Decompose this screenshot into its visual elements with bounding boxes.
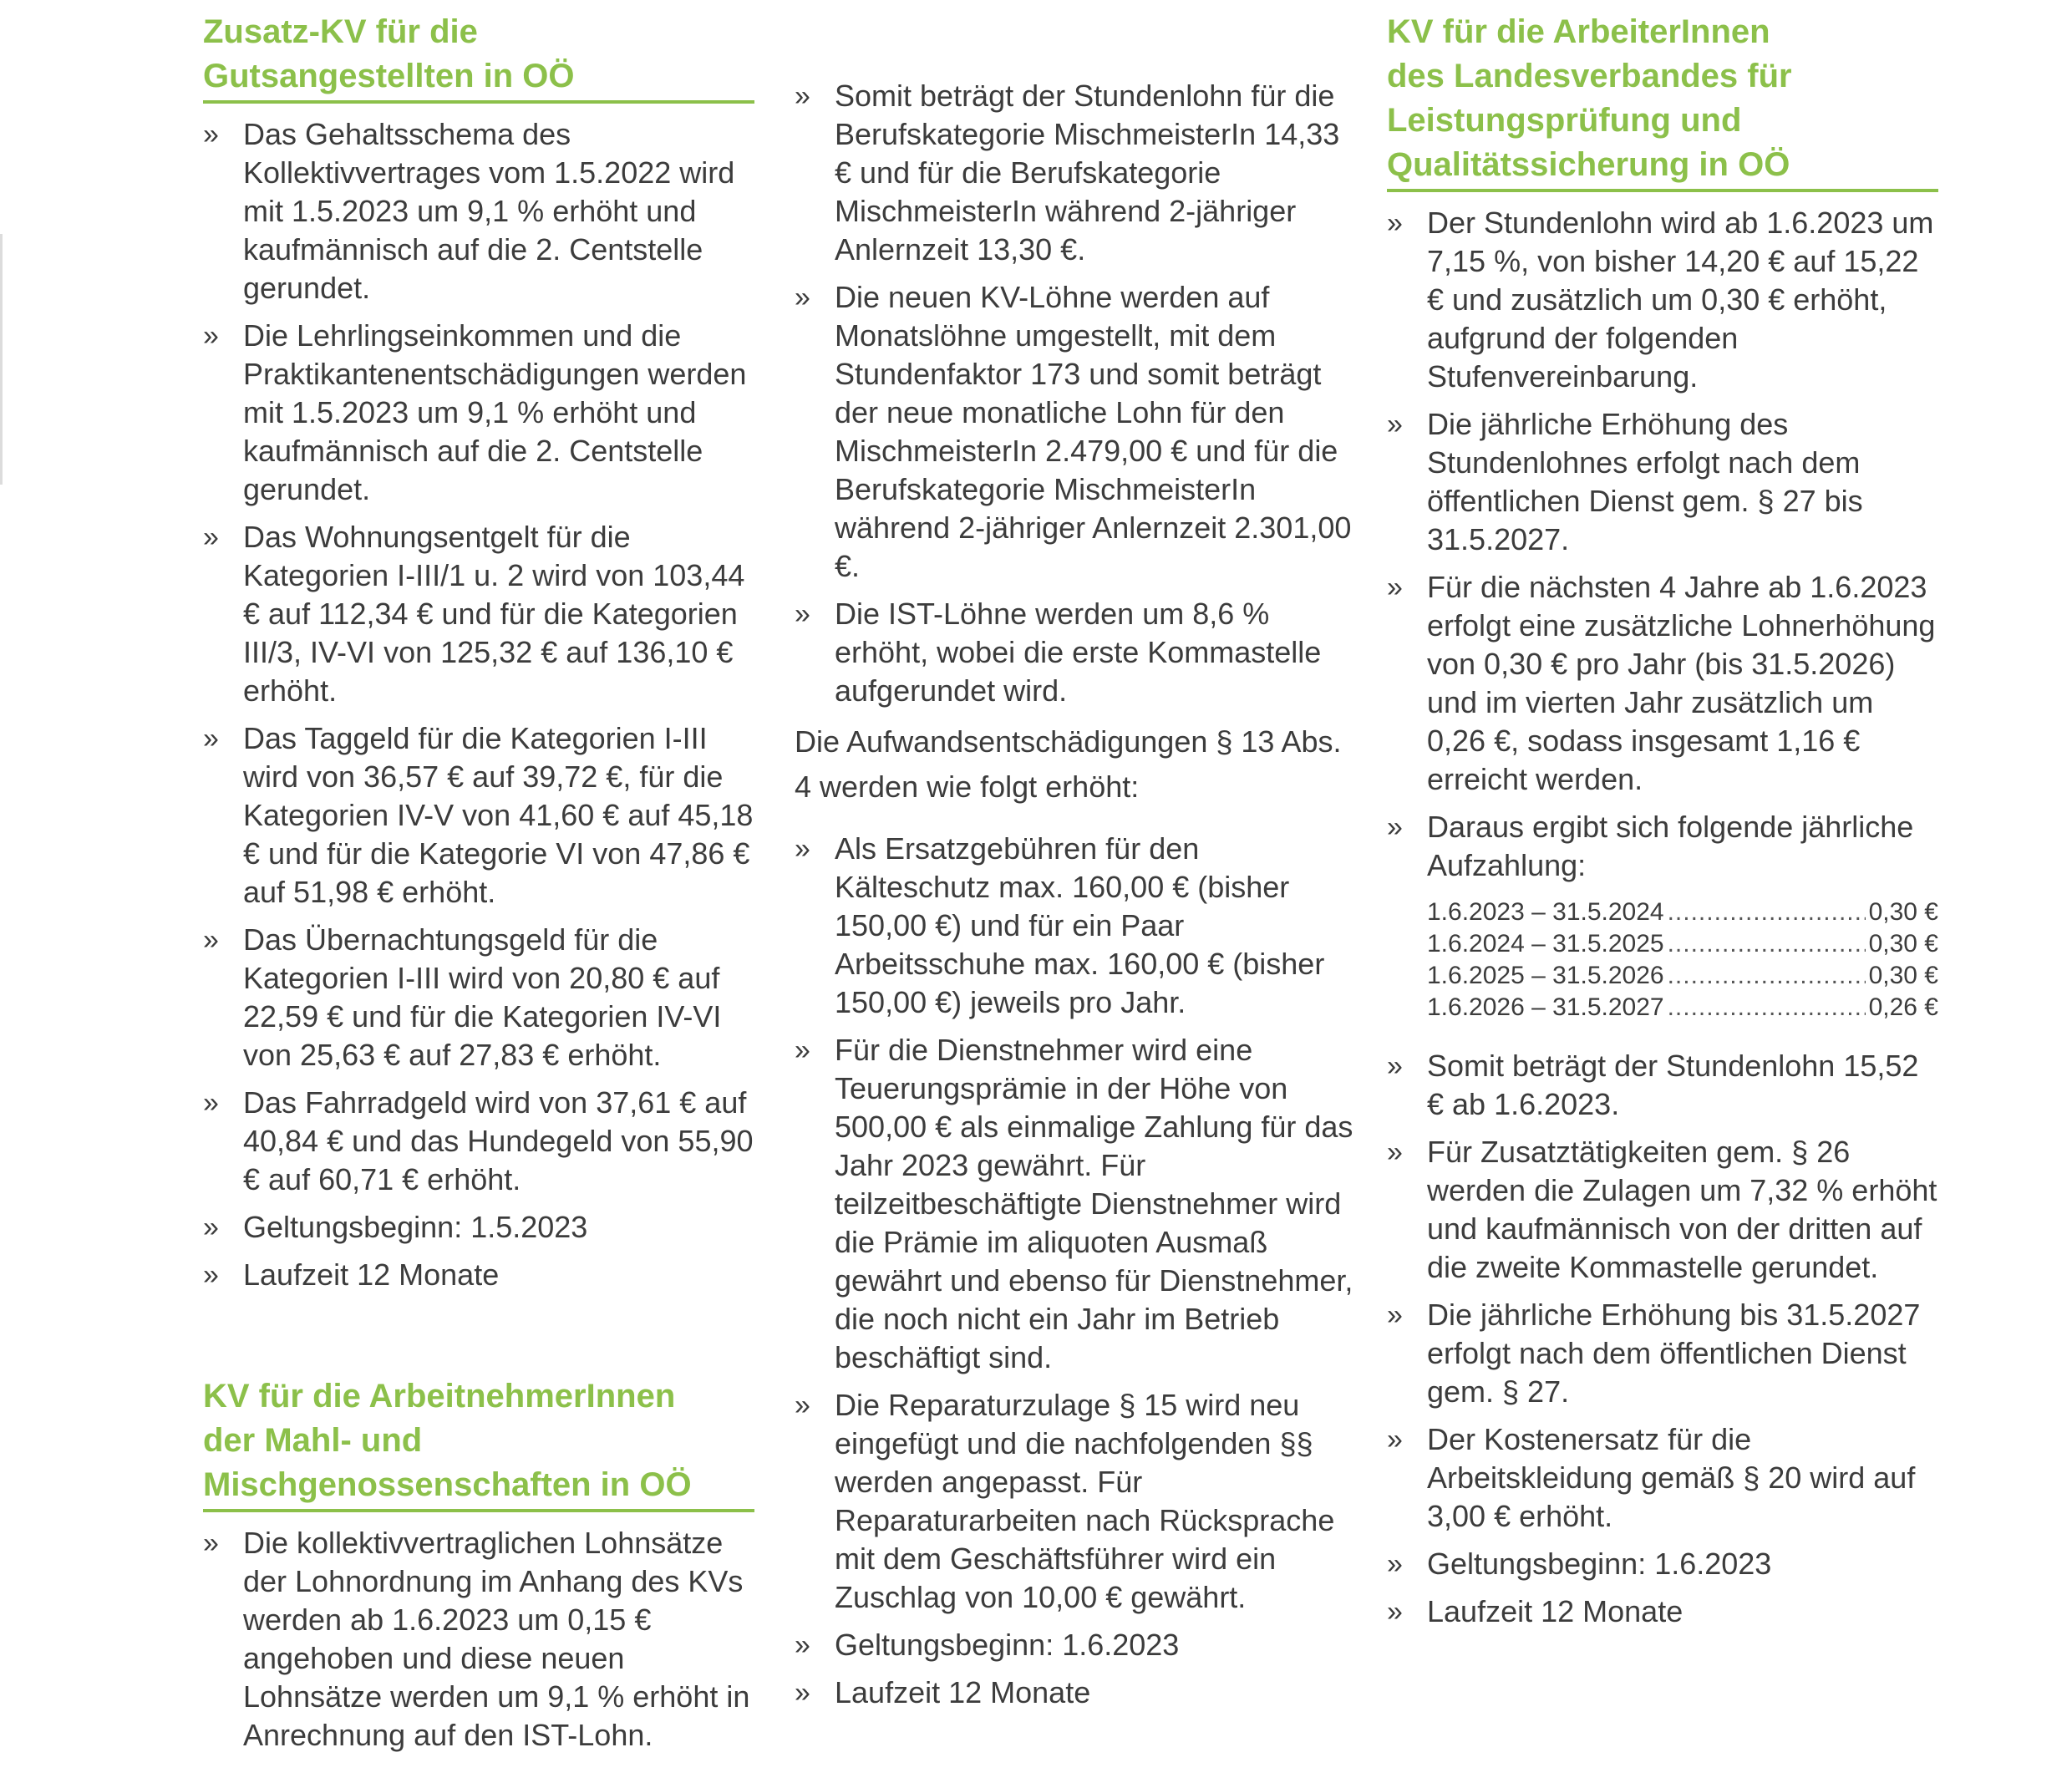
list-item: » Für die nächsten 4 Jahre ab 1.6.2023 erfolgt eine zusätzliche Lohnerhöhung von 0,30 € pro Jahr (bis 31.5.2026) und im vierten Jahr zusätzlich um 0,26 €, sodass insgesamt 1,16 € erreicht werden.	[1387, 570, 1936, 796]
list-item: » Geltungsbeginn: 1.5.2023	[203, 1210, 588, 1244]
bullet-list-mahl-misch	[203, 1524, 754, 1755]
column-middle	[795, 0, 1354, 1721]
list-item: » Das Taggeld für die Kategorien I-III wird von 36,57 € auf 39,72 €, für die Kategorien IV-V von 41,60 € auf 45,18 € und für die Kategorie VI von 47,86 € auf 51,98 € erhöht.	[203, 721, 754, 909]
list-item: » Laufzeit 12 Monate	[203, 1257, 500, 1292]
list-item: » Die jährliche Erhöhung des Stundenlohnes erfolgt nach dem öffentlichen Dienst gem. § 27 bis 31.5.2027.	[1387, 407, 1863, 556]
list-item: » Laufzeit 12 Monate	[795, 1675, 1091, 1709]
list-item: » Die kollektivvertraglichen Lohnsätze der Lohnordnung im Anhang des KVs werden ab 1.6.2023 um 0,15 € angehoben und diese neuen Lohnsätze werden um 9,1 % erhöht in Anrechnung auf den IST-Lohn.	[203, 1526, 750, 1752]
bullet-list-right-a	[1387, 204, 1938, 885]
section-heading-gutsangestellte: Zusatz-KV für die Gutsangestellten in OÖ	[203, 13, 575, 94]
column-left	[203, 0, 754, 1764]
section-mahl-misch	[203, 1364, 754, 1755]
list-item: » Geltungsbeginn: 1.6.2023	[795, 1628, 1180, 1662]
bullet-list-middle-b	[795, 830, 1354, 1712]
table-row: 1.6.2026 – 31.5.2027 ..... 0,26 €	[1427, 992, 1938, 1024]
list-item: » Für die Dienstnehmer wird eine Teuerungsprämie in der Höhe von 500,00 € als einmalige Zahlung für das Jahr 2023 gewährt. Für teilzeitbeschäftigte Dienstnehmer wird die Prämie im aliquoten Ausmaß gewährt und ebenso für Dienstnehmer, die noch nicht ein Jahr im Betrieb beschäftigt sind.	[795, 1033, 1353, 1374]
aufzahlung-table	[1427, 897, 1938, 1024]
list-item: » Geltungsbeginn: 1.6.2023	[1387, 1547, 1772, 1581]
list-item: » Die jährliche Erhöhung bis 31.5.2027 erfolgt nach dem öffentlichen Dienst gem. § 27.	[1387, 1298, 1921, 1409]
list-item: » Das Übernachtungsgeld für die Kategorien I-III wird von 20,80 € auf 22,59 € und für die Kategorien IV-VI von 25,63 € auf 27,83 € erhöht.	[203, 922, 722, 1072]
table-row: 1.6.2025 – 31.5.2026 ..... 0,30 €	[1427, 960, 1938, 992]
page-edge-mark	[0, 234, 3, 485]
list-item: » Die Reparaturzulage § 15 wird neu eingefügt und die nachfolgenden §§ werden angepasst. Für Reparaturarbeiten nach Rücksprache mit dem Geschäftsführer wird ein Zuschlag von 10,00 € gewährt.	[795, 1388, 1335, 1614]
list-item: » Somit beträgt der Stundenlohn 15,52 € ab 1.6.2023.	[1387, 1049, 1919, 1121]
list-item: » Die IST-Löhne werden um 8,6 % erhöht, wobei die erste Kommastelle aufgerundet wird.	[795, 597, 1322, 708]
list-item: » Laufzeit 12 Monate	[1387, 1594, 1684, 1628]
list-item: » Somit beträgt der Stundenlohn für die Berufskategorie MischmeisterIn 14,33 € und für die Berufskategorie MischmeisterIn während 2-jähriger Anlernzeit 13,30 €.	[795, 79, 1340, 267]
heading-rule	[203, 100, 754, 104]
list-item: » Für Zusatztätigkeiten gem. § 26 werden die Zulagen um 7,32 % erhöht und kaufmännisch von der dritten auf die zweite Kommastelle gerundet.	[1387, 1135, 1937, 1284]
list-item: » Das Gehaltsschema des Kollektivvertrages vom 1.5.2022 wird mit 1.5.2023 um 9,1 % erhöht und kaufmännisch auf die 2. Centstelle gerundet.	[203, 117, 735, 305]
bullet-list-right-b	[1387, 1047, 1938, 1631]
heading-rule	[203, 1509, 754, 1512]
column-right	[1387, 0, 1938, 1640]
list-item: » Daraus ergibt sich folgende jährliche Aufzahlung:	[1387, 810, 1914, 882]
paragraph-aufwandsentschaedigungen: Die Aufwandsentschädigungen § 13 Abs. 4 werden wie folgt erhöht:	[795, 724, 1342, 804]
bullet-list-middle-a	[795, 77, 1354, 710]
bullet-list-gutsangestellte	[203, 115, 754, 1294]
table-row: 1.6.2023 – 31.5.2024 ..... 0,30 €	[1427, 897, 1938, 928]
list-item: » Der Kostenersatz für die Arbeitskleidung gemäß § 20 wird auf 3,00 € erhöht.	[1387, 1422, 1916, 1533]
list-item: » Die Lehrlingseinkommen und die Praktikantenentschädigungen werden mit 1.5.2023 um 9,1 % erhöht und kaufmännisch auf die 2. Centstelle gerundet.	[203, 318, 747, 506]
table-row: 1.6.2024 – 31.5.2025 ..... 0,30 €	[1427, 928, 1938, 960]
list-item: » Das Wohnungsentgelt für die Kategorien I-III/1 u. 2 wird von 103,44 € auf 112,34 € und für die Kategorien III/3, IV-VI von 125,32 € auf 136,10 € erhöht.	[203, 520, 745, 708]
list-item: » Der Stundenlohn wird ab 1.6.2023 um 7,15 %, von bisher 14,20 € auf 15,22 € und zusätzlich um 0,30 € erhöht, aufgrund der folgenden Stufenvereinbarung.	[1387, 206, 1934, 394]
list-item: » Als Ersatzgebühren für den Kälteschutz max. 160,00 € (bisher 150,00 €) und für ein Paar Arbeitsschuhe max. 160,00 € (bisher 150,00 €) jeweils pro Jahr.	[795, 831, 1325, 1019]
heading-rule	[1387, 189, 1938, 192]
section-heading-mahl-misch: KV für die ArbeitnehmerInnen der Mahl- und Mischgenossenschaften in OÖ	[203, 1378, 692, 1503]
list-item: » Das Fahrradgeld wird von 37,61 € auf 40,84 € und das Hundegeld von 55,90 € auf 60,71 € erhöht.	[203, 1085, 754, 1196]
section-heading-leistungspruefung: KV für die ArbeiterInnen des Landesverbandes für Leistungsprüfung und Qualitätssicherung in OÖ	[1387, 13, 1792, 183]
list-item: » Die neuen KV-Löhne werden auf Monatslöhne umgestellt, mit dem Stundenfaktor 173 und somit beträgt der neue monatliche Lohn für den MischmeisterIn 2.479,00 € und für die Berufskategorie MischmeisterIn während 2-jähriger Anlernzeit 2.301,00 €.	[795, 280, 1352, 583]
